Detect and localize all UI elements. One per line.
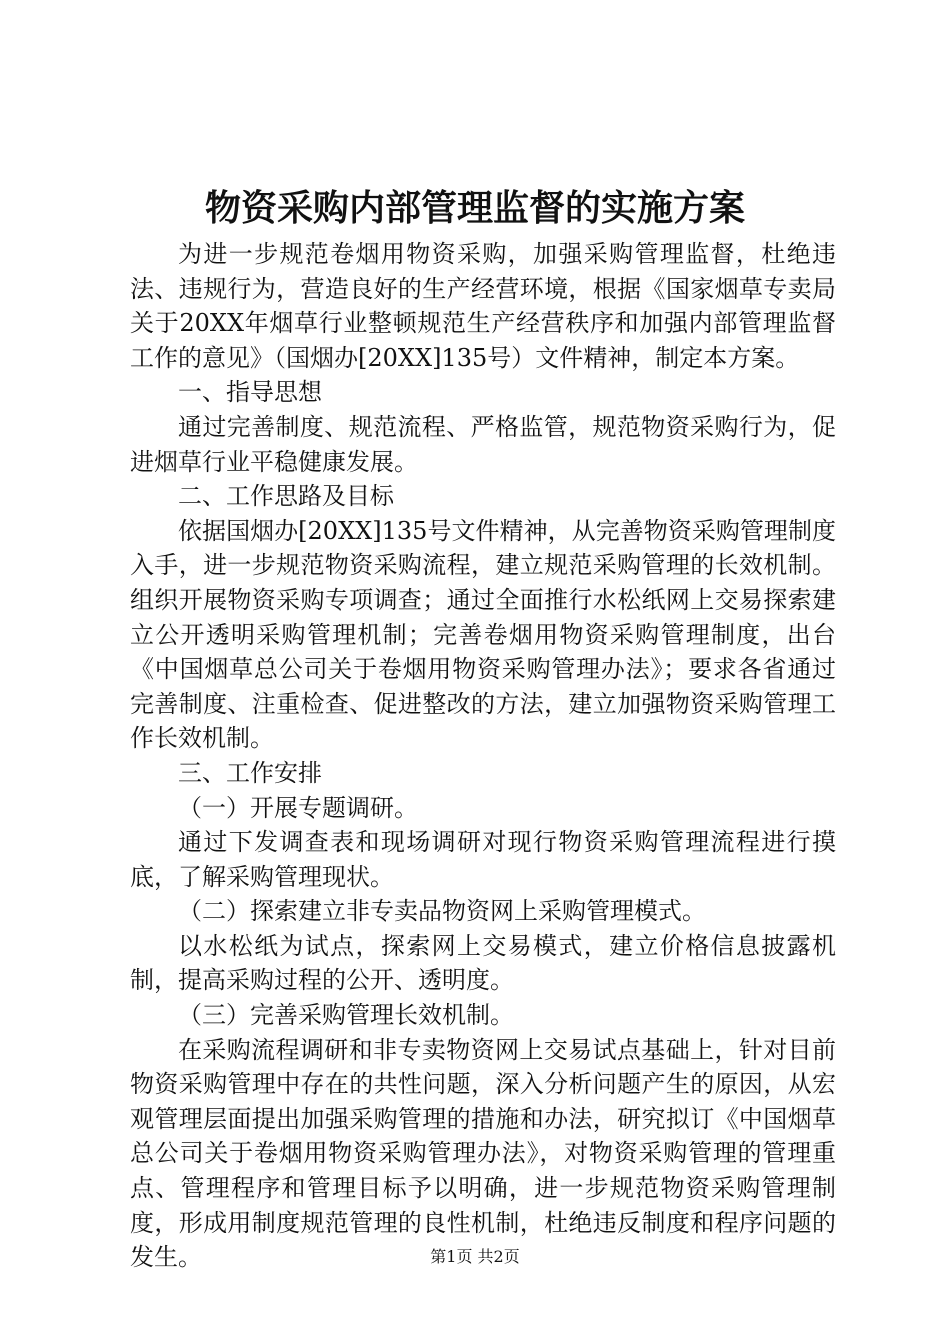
section-heading-work-approach: 二、工作思路及目标: [178, 482, 394, 511]
document-title: 物资采购内部管理监督的实施方案: [204, 187, 745, 229]
subsection-heading-online-procurement: （二）探索建立非专卖品物资网上采购管理模式。: [178, 897, 706, 926]
research-paragraph: 通过下发调查表和现场调研对现行物资采购管理流程进行摸底，了解采购管理现状。: [130, 828, 836, 891]
long-term-mechanism-paragraph: 在采购流程调研和非专卖物资网上交易试点基础上，针对目前物资采购管理中存在的共性问题，深入分析问题产生的原因，从宏观管理层面提出加强采购管理的措施和办法，研究拟订《中国烟草总公司关于卷烟用物资采购管理办法》，对物资采购管理的管理重点、管理程序和管理目标予以明确，进一步规范物资采购管理制度，形成用制度规范管理的良性机制，杜绝违反制度和程序问题的发生。: [130, 1035, 836, 1272]
section-heading-guiding-ideology: 一、指导思想: [178, 378, 322, 407]
section-heading-work-arrangement: 三、工作安排: [178, 758, 322, 787]
work-approach-paragraph: 依据国烟办[20XX]135号文件精神，从完善物资采购管理制度入手，进一步规范物资采购流程，建立规范采购管理的长效机制。组织开展物资采购专项调查；通过全面推行水松纸网上交易探索建立公开透明采购管理机制；完善卷烟用物资采购管理制度，出台《中国烟草总公司关于卷烟用物资采购管理办法》；要求各省通过完善制度、注重检查、促进整改的方法，建立加强物资采购管理工作长效机制。: [130, 516, 836, 753]
subsection-heading-research: （一）开展专题调研。: [178, 793, 418, 822]
document-body: [130, 237, 836, 1275]
online-procurement-paragraph: 以水松纸为试点，探索网上交易模式，建立价格信息披露机制，提高采购过程的公开、透明度。: [130, 931, 836, 995]
guiding-ideology-paragraph: 通过完善制度、规范流程、严格监管，规范物资采购行为，促进烟草行业平稳健康发展。: [130, 412, 836, 476]
page-number-footer: 第1页 共2页: [430, 1247, 520, 1266]
subsection-heading-long-term-mechanism: （三）完善采购管理长效机制。: [178, 1001, 514, 1030]
intro-paragraph: 为进一步规范卷烟用物资采购，加强采购管理监督，杜绝违法、违规行为，营造良好的生产经营环境，根据《国家烟草专卖局关于20XX年烟草行业整顿规范生产经营秩序和加强内部管理监督工作的意见》（国烟办[20XX]135号）文件精神，制定本方案。: [130, 240, 836, 372]
